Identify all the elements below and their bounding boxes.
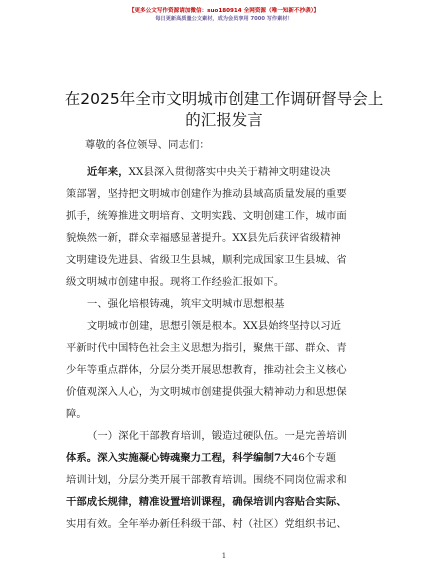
paragraph-3-text: 46个专题: [291, 452, 337, 464]
section-1-heading: 一、强化培根铸魂，筑牢文明城市思想根基: [87, 298, 285, 310]
document-title-line-2: 的汇报发言: [185, 111, 263, 129]
paragraph-2-line: 价值观深入人心，为文明城市创建提供强大精神动力和思想保: [66, 386, 347, 398]
paragraph-3-bold: 确保培训内容贴合实际、: [232, 496, 347, 508]
paragraph-3-bold: 体系。: [66, 452, 98, 464]
paragraph-1-lead: 近年来，: [87, 166, 129, 178]
paragraph-1-line: 策部署，坚持把文明城市创建作为推动县域高质量发展的重要: [66, 188, 347, 200]
paragraph-1-line: 级文明城市创建申报。现将工作经验汇报如下。: [66, 276, 285, 288]
paragraph-1-line: [87, 166, 382, 179]
paragraph-1-text: XX县深入贯彻落实中央关于精神文明建设决: [128, 166, 331, 178]
paragraph-2-line: 平新时代中国特色社会主义思想为指引，聚焦干部、群众、青: [66, 342, 347, 354]
paragraph-2-line: 文明城市创建，思想引领是根本。XX县始终坚持以习近: [87, 320, 341, 332]
paragraph-3-line: [66, 496, 382, 509]
paragraph-3-bold: 深入实施凝心铸魂聚力工程，: [97, 452, 233, 464]
paragraph-1-line: 貌焕然一新，群众幸福感显著提升。XX县先后获评省级精神: [66, 232, 341, 244]
paragraph-3-line: （一）深化干部教育培训，锻造过硬队伍。一是完善培训: [87, 430, 347, 442]
promo-banner-line-2: 每日更新高质量公文素材，成为会员享用 7000 写作素材！: [155, 16, 293, 22]
promo-banner-line-1: 【更多公文写作资源请加微信：suo180914 全网资源（唯一知新不抄袭）】: [128, 8, 320, 14]
paragraph-3-line: [66, 452, 382, 465]
paragraph-3-bold: 科学编制7大: [232, 452, 292, 464]
paragraph-2-line: 障。: [66, 408, 87, 420]
paragraph-3-bold: 干部成长规律，: [66, 496, 139, 508]
page-number: 1: [221, 552, 227, 560]
paragraph-1-line: 文明建设先进县、省级卫生县城，顺利完成国家卫生县城、省: [66, 254, 347, 266]
paragraph-1-line: 抓手，统筹推进文明培育、文明实践、文明创建工作，城市面: [66, 210, 347, 222]
salutation: 尊敬的各位领导、同志们：: [85, 139, 210, 151]
paragraph-3-bold: 精准设置培训课程，: [138, 496, 233, 508]
paragraph-2-line: 少年等重点群体，分层分类开展思想教育，推动社会主义核心: [66, 364, 347, 376]
paragraph-3-line: 培训计划，分层分类开展干部教育培训。围绕不同岗位需求和: [66, 474, 347, 486]
paragraph-3-line: 实用有效。全年举办新任科级干部、村（社区）党组织书记、: [66, 518, 347, 530]
document-title-line-1: 在2025年全市文明城市创建工作调研督导会上: [64, 90, 384, 108]
